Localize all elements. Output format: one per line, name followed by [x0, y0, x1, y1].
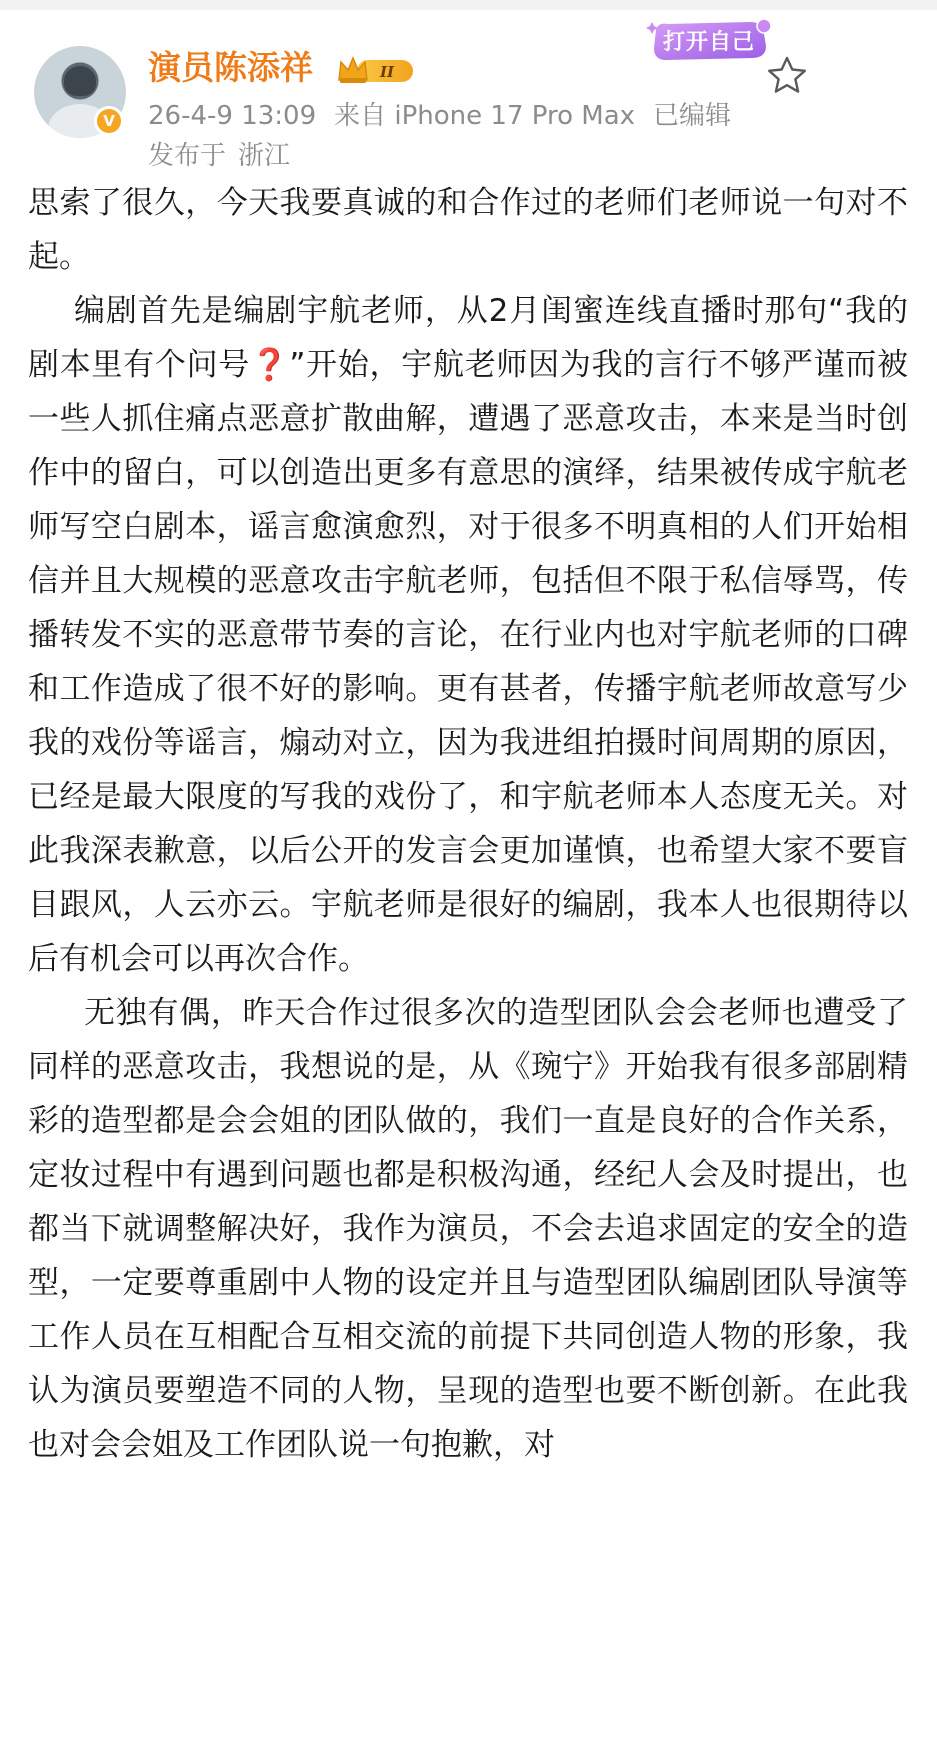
paragraph-2-text-a: 编剧首先是编剧宇航老师，从2月闺蜜连线直播时那句“我的剧本里有个问号 [28, 293, 908, 383]
avatar-figure-head [64, 66, 96, 96]
crown-rank-icon [337, 54, 419, 86]
post-paragraph-3: 无独有偶，昨天合作过很多次的造型团队会会老师也遭受了同样的恶意攻击，我想说的是，从《琬宁》开始我有很多部剧精彩的造型都是会会姐的团队做的，我们一直是良好的合作关系，定妆过程中有遇到问题也都是积极沟通，经纪人会及时提出，也都当下就调整解决好，我作为演员，不会去追求固定的安全的造型，一定要尊重剧中人物的设定并且与造型团队编剧团队导演等工作人员在互相配合互相交流的前提下共同创造人物的形象，我认为演员要塑造不同的人物，呈现的造型也要不断创新。在此我也对会会姐及工作团队说一句抱歉，对 [28, 995, 908, 1463]
promo-badge-label: 打开自己 [662, 29, 755, 55]
rank-badge-label: II [379, 63, 395, 81]
post-location [148, 138, 290, 174]
author-name[interactable]: 演员陈添祥 [148, 48, 313, 87]
post-source: 来自 iPhone 17 Pro Max [334, 101, 636, 131]
star-outline-icon[interactable] [765, 54, 809, 98]
post-meta [148, 98, 731, 134]
post-body [28, 176, 908, 1472]
top-divider [0, 0, 937, 10]
post-paragraph-2 [28, 284, 908, 986]
location-value: 浙江 [238, 141, 291, 171]
post-timestamp: 26-4-9 13:09 [148, 101, 317, 131]
edited-label[interactable]: 已编辑 [653, 101, 732, 131]
paragraph-2-text-b: ”开始，宇航老师因为我的言行不够严谨而被一些人抓住痛点恶意扩散曲解，遭遇了恶意攻击，本来是当时创作中的留白，可以创造出更多有意思的演绎，结果被传成宇航老师写空白剧本，谣言愈演愈烈，对于很多不明真相的人们开始相信并且大规模的恶意攻击宇航老师，包括但不限于私信辱骂，传播转发不实的恶意带节奏的言论，在行业内也对宇航老师的口碑和工作造成了很不好的影响。更有甚者，传播宇航老师故意写少我的戏份等谣言，煽动对立，因为我进组拍摄时间周期的原因，已经是最大限度的写我的戏份了，和宇航老师本人态度无关。对此我深表歉意，以后公开的发言会更加谨慎，也希望大家不要盲目跟风，人云亦云。宇航老师是很好的编剧，我本人也很期待以后有机会可以再次合作。 [28, 347, 909, 977]
verified-v-glyph: V [103, 111, 115, 130]
red-question-mark-icon: ❓ [250, 347, 290, 383]
location-label: 发布于 [148, 141, 227, 171]
post-paragraph-1: 思索了很久，今天我要真诚的和合作过的老师们老师说一句对不起。 [28, 185, 908, 275]
promo-badge[interactable] [646, 16, 772, 64]
verified-icon [94, 106, 124, 136]
